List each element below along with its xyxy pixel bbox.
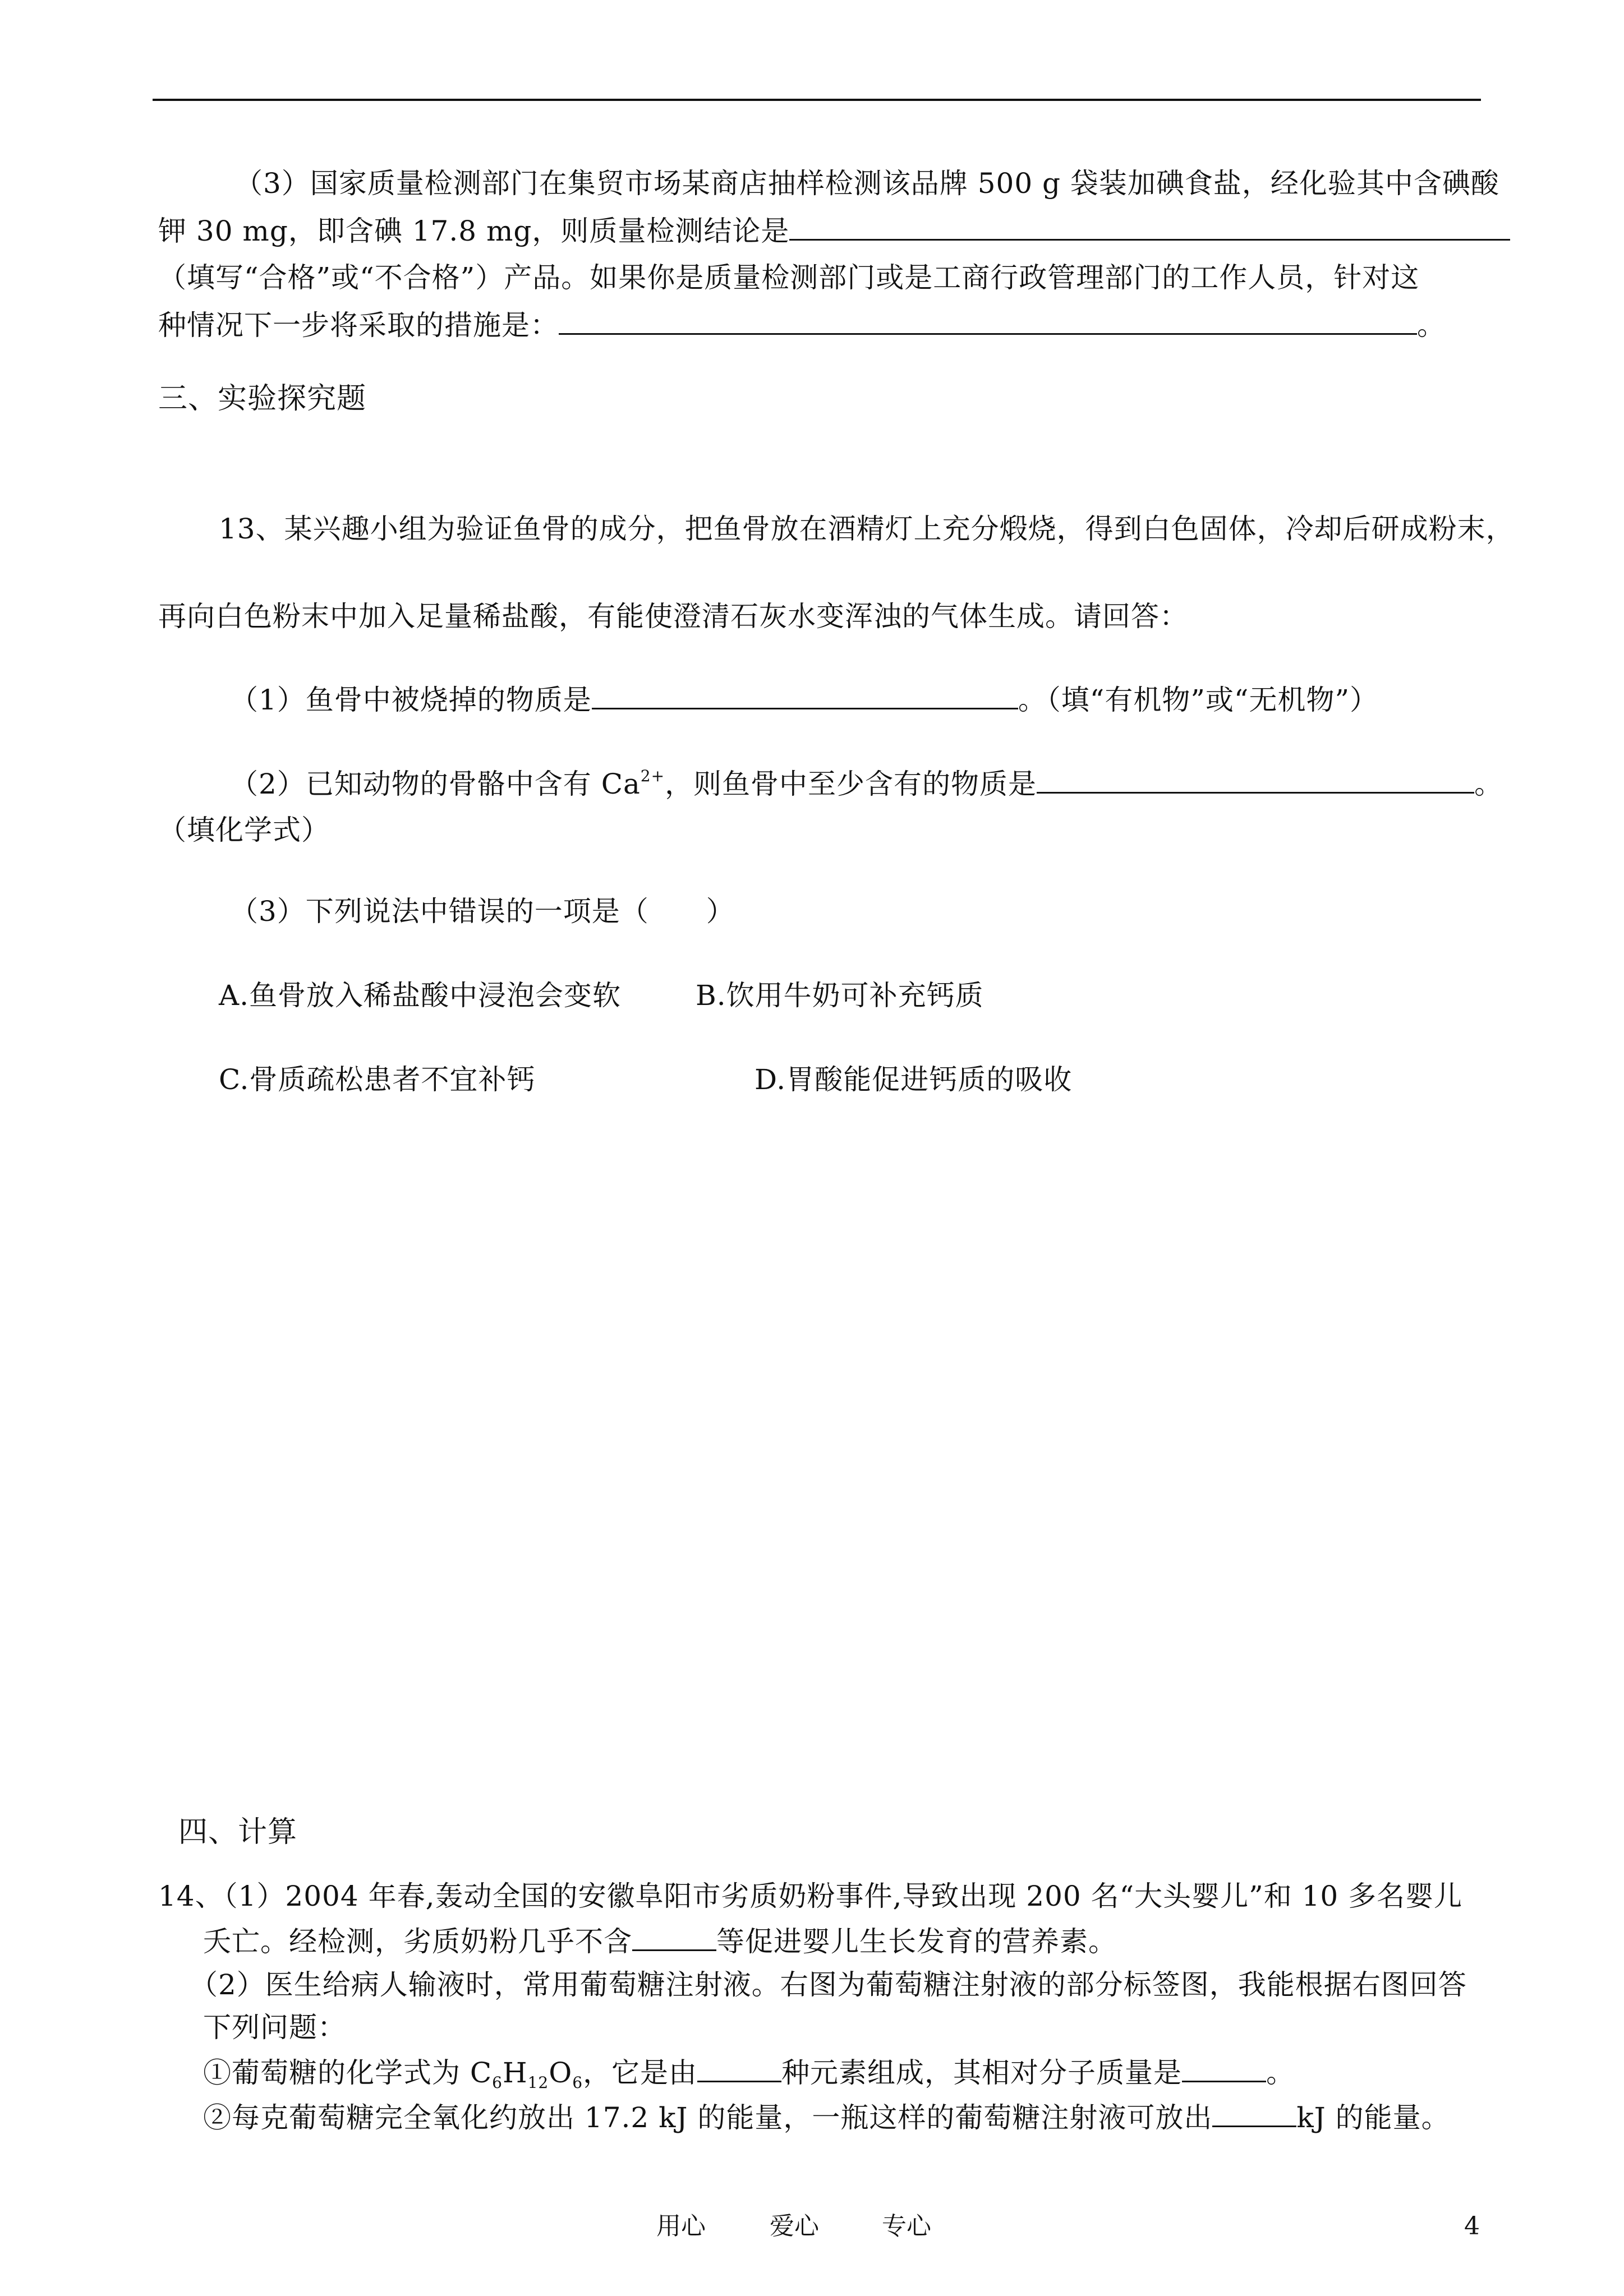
q14-part2-line2: 下列问题： xyxy=(203,2011,346,2044)
q14-sub2: ②每克葡萄糖完全氧化约放出 17.2 kJ 的能量，一瓶这样的葡萄糖注射液可放出 kJ 的能量。 xyxy=(203,2097,1450,2137)
q13-part3: （3）下列说法中错误的一项是（ ） xyxy=(230,895,735,928)
q13-option-c[interactable]: C.骨质疏松患者不宜补钙 xyxy=(219,1063,536,1096)
q12-3-line4: 种情况下一步将采取的措施是： 。 xyxy=(158,305,1446,345)
q13-part1: （1）鱼骨中被烧掉的物质是 。（填“有机物”或“无机物”） xyxy=(230,680,1378,720)
footer-word-3: 专心 xyxy=(882,2212,931,2240)
footer-word-2: 爱心 xyxy=(770,2212,819,2240)
section-3-title: 三、实验探究题 xyxy=(158,382,367,416)
q14-sub1-blank-elements[interactable] xyxy=(697,2053,781,2082)
q12-3-line1: （3）国家质量检测部门在集贸市场某商店抽样检测该品牌 500 g 袋装加碘食盐，经化验其中含碘酸 xyxy=(234,167,1499,200)
footer-word-1: 用心 xyxy=(656,2212,706,2240)
q14-sub2-blank[interactable] xyxy=(1212,2097,1296,2127)
page-number: 4 xyxy=(1464,2212,1480,2240)
q13-part2: （2）已知动物的骨骼中含有 $Ca^{2+}$，则鱼骨中至少含有的物质是 。 xyxy=(230,764,1503,804)
q13-option-d[interactable]: D.胃酸能促进钙质的吸收 xyxy=(755,1063,1073,1096)
q13-option-b[interactable]: B.饮用牛奶可补充钙质 xyxy=(696,979,984,1012)
q14-part1-line2: 夭亡。经检测，劣质奶粉几乎不含 等促进婴儿生长发育的营养素。 xyxy=(203,1921,1117,1961)
q13-part2-blank[interactable] xyxy=(1037,764,1474,794)
q13-part2-line2: （填化学式） xyxy=(158,814,330,846)
q13-option-a[interactable]: A.鱼骨放入稀盐酸中浸泡会变软 xyxy=(219,979,622,1012)
q13-intro-line1: 13、某兴趣小组为验证鱼骨的成分，把鱼骨放在酒精灯上充分煅烧，得到白色固体，冷却后研成粉末， xyxy=(219,513,1515,545)
q12-3-line2: 钾 30 mg，即含碘 17.8 mg，则质量检测结论是 xyxy=(158,211,1510,251)
q13-intro-line2: 再向白色粉末中加入足量稀盐酸，有能使澄清石灰水变浑浊的气体生成。请回答： xyxy=(158,600,1188,633)
q14-sub1-blank-mass[interactable] xyxy=(1182,2053,1266,2082)
q14-part1-blank[interactable] xyxy=(632,1921,716,1951)
q14-sub1: ①葡萄糖的化学式为 $C_6H_{12}O_6$，它是由 种元素组成，其相对分子质量是 。 xyxy=(203,2053,1295,2092)
q14-part1-line1: 14、（1）2004 年春,轰动全国的安徽阜阳市劣质奶粉事件,导致出现 200 名“大头婴儿”和 10 多名婴儿 xyxy=(158,1880,1463,1912)
q14-part2-line1: （2）医生给病人输液时，常用葡萄糖注射液。右图为葡萄糖注射液的部分标签图，我能根据右图回答 xyxy=(190,1968,1467,2001)
q12-3-answer-blank-1[interactable] xyxy=(789,211,1510,241)
q12-3-answer-blank-2[interactable] xyxy=(559,305,1417,335)
header-rule xyxy=(153,99,1481,101)
q13-part1-blank[interactable] xyxy=(592,680,1018,709)
q12-3-line3: （填写“合格”或“不合格”）产品。如果你是质量检测部门或是工商行政管理部门的工作人员，针对这 xyxy=(158,261,1420,294)
section-4-title: 四、计算 xyxy=(178,1815,298,1849)
